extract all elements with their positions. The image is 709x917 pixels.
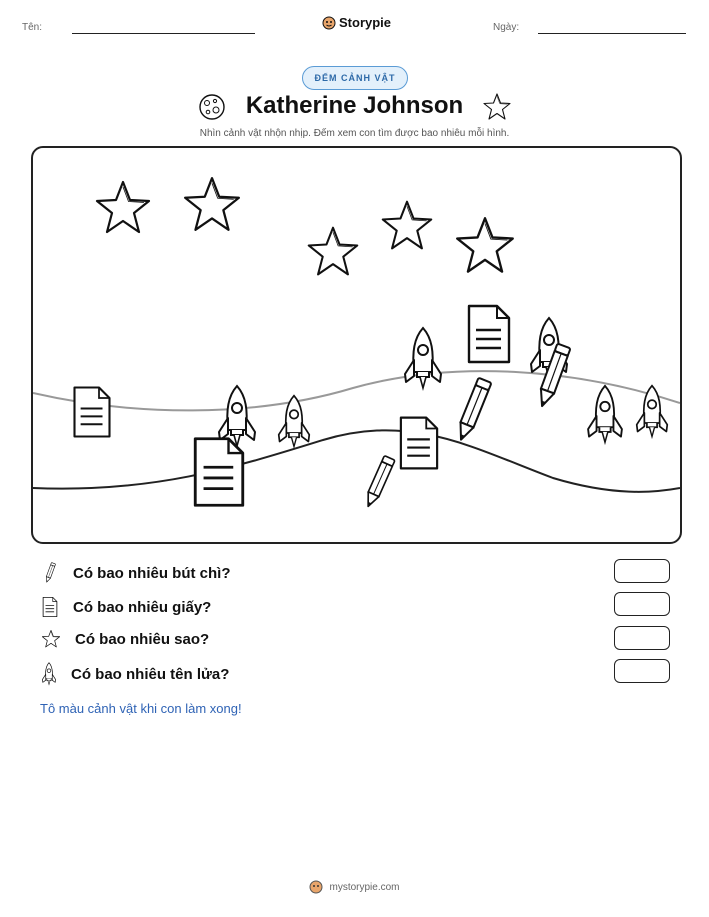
star-icon (41, 629, 61, 649)
front-hill-line (33, 430, 680, 492)
counting-scene (31, 146, 682, 544)
brand-logo (322, 15, 391, 30)
rocket-6 (637, 386, 668, 437)
paper-4 (195, 439, 243, 506)
star-5 (457, 218, 512, 271)
star-1 (97, 182, 149, 232)
question-text: Có bao nhiêu giấy? (73, 598, 212, 616)
answer-box-papers[interactable] (614, 592, 670, 616)
question-text: Có bao nhiêu tên lửa? (71, 665, 230, 683)
name-label: Tên: (22, 22, 43, 33)
answer-box-pencils[interactable] (614, 559, 670, 583)
paper-1 (75, 388, 110, 437)
storypie-logo-icon (322, 16, 336, 30)
pencil-1 (455, 378, 492, 443)
question-text: Có bao nhiêu bút chì? (73, 564, 231, 582)
pencil-icon (38, 560, 62, 587)
star-2 (185, 178, 239, 230)
instructions: Nhìn cảnh vật nhộn nhịp. Đếm xem con tìm được bao nhiêu mỗi hình. (199, 128, 510, 139)
question-papers (41, 596, 211, 618)
answer-box-stars[interactable] (614, 626, 670, 650)
rocket-1 (405, 328, 441, 388)
star-4 (383, 202, 432, 249)
question-text: Có bao nhiêu sao? (75, 630, 210, 648)
footer-url[interactable]: mystorypie.com (329, 881, 400, 893)
title-star-icon (482, 92, 512, 122)
paper-3 (401, 418, 437, 469)
question-rockets (41, 662, 229, 686)
page-title: Katherine Johnson (245, 92, 464, 119)
category-badge: ĐẾM CẢNH VẬT (302, 66, 408, 90)
name-line[interactable] (72, 33, 255, 34)
rocket-icon (41, 662, 57, 686)
footer (0, 880, 709, 894)
star-3 (309, 228, 358, 275)
date-label: Ngày: (493, 22, 520, 33)
question-pencils (41, 562, 231, 584)
scene-drawing (33, 148, 680, 542)
question-stars (41, 629, 209, 649)
rocket-3 (219, 386, 255, 446)
coloring-note: Tô màu cảnh vật khi con làm xong! (40, 701, 242, 716)
pencil-3 (363, 456, 395, 509)
back-hill-line (33, 371, 680, 410)
paper-2 (469, 306, 509, 362)
storypie-footer-icon (309, 880, 323, 894)
answer-box-rockets[interactable] (614, 659, 670, 683)
paper-icon (41, 596, 59, 618)
brand-name: Storypie (339, 15, 392, 30)
date-line[interactable] (538, 33, 686, 34)
rocket-5 (588, 386, 622, 442)
